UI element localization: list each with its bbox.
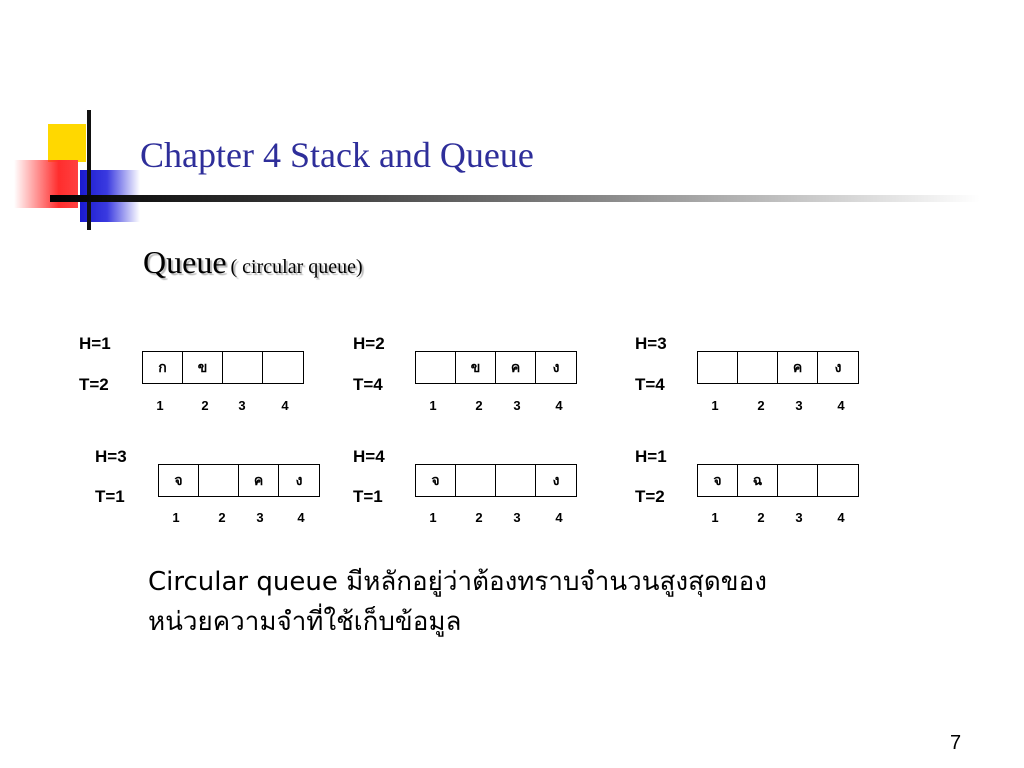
queue-2-cell-3: ค — [496, 352, 536, 383]
queue-4-index-2: 2 — [218, 510, 226, 525]
yellow-square-decoration — [48, 124, 86, 162]
queue-5-index-4: 4 — [555, 510, 563, 525]
subtitle-main: Queue — [143, 244, 227, 280]
queue-3-cell-1 — [698, 352, 738, 383]
queue-6-index-2: 2 — [757, 510, 765, 525]
queue-2-cell-1 — [416, 352, 456, 383]
queue-3-cell-3: ค — [778, 352, 818, 383]
subtitle-sub: ( circular queue) — [230, 256, 363, 278]
queue-3-tail-label: T=4 — [635, 375, 665, 394]
queue-5-cell-4: ง — [552, 472, 560, 489]
queue-2-index-2: 2 — [475, 398, 483, 413]
queue-4-index-4: 4 — [297, 510, 305, 525]
body-text — [148, 562, 948, 642]
queue-3-head-label: H=3 — [635, 334, 667, 353]
section-subtitle — [143, 244, 363, 281]
queue-1-head-label: H=1 — [79, 334, 111, 353]
queue-6-cell-1: จ — [698, 465, 738, 496]
queue-1-index-3: 3 — [238, 398, 246, 413]
queue-2-head-label: H=2 — [353, 334, 385, 353]
queue-3-index-2: 2 — [757, 398, 765, 413]
queue-2-index-4: 4 — [555, 398, 563, 413]
queue-3-index-3: 3 — [795, 398, 803, 413]
queue-5-cell-1: จ — [416, 465, 456, 496]
queue-2-array — [415, 351, 577, 384]
vertical-rule-decoration — [87, 110, 91, 230]
queue-5-index-3: 3 — [513, 510, 521, 525]
queue-5-tail-label: T=1 — [353, 487, 383, 506]
queue-3-cell-4: ง — [834, 359, 842, 376]
queue-4-cell-3: ค — [239, 465, 279, 496]
queue-5-head-label: H=4 — [353, 447, 385, 466]
queue-1-array — [142, 351, 304, 384]
queue-4-tail-label: T=1 — [95, 487, 125, 506]
queue-1-index-2: 2 — [201, 398, 209, 413]
queue-2-tail-label: T=4 — [353, 375, 383, 394]
queue-1-tail-label: T=2 — [79, 375, 109, 394]
queue-1-cell-2: ข — [183, 352, 223, 383]
queue-4-head-label: H=3 — [95, 447, 127, 466]
queue-6-cell-4 — [818, 465, 858, 496]
queue-6-cell-2: ฉ — [738, 465, 778, 496]
page-title: Chapter 4 Stack and Queue — [140, 135, 534, 175]
queue-1-cell-4 — [263, 352, 303, 383]
body-line-1: Circular queue มีหลักอยู่ว่าต้องทราบจำนวนสูงสุดของ — [148, 567, 767, 597]
queue-3-array — [697, 351, 859, 384]
queue-3-index-4: 4 — [837, 398, 845, 413]
queue-6-head-label: H=1 — [635, 447, 667, 466]
queue-4-cell-2 — [199, 465, 239, 496]
queue-6-index-1: 1 — [711, 510, 719, 525]
queue-4-cell-1: จ — [159, 465, 199, 496]
queue-5-array — [415, 464, 577, 497]
queue-2-cell-4: ง — [552, 359, 560, 376]
queue-5-index-2: 2 — [475, 510, 483, 525]
queue-4-array — [158, 464, 320, 497]
queue-2-index-3: 3 — [513, 398, 521, 413]
queue-6-index-3: 3 — [795, 510, 803, 525]
queue-3-index-1: 1 — [711, 398, 719, 413]
page-number: 7 — [950, 732, 962, 754]
queue-6-cell-3 — [778, 465, 818, 496]
queue-1-cell-1: ก — [143, 352, 183, 383]
queue-6-tail-label: T=2 — [635, 487, 665, 506]
queue-1-index-1: 1 — [156, 398, 164, 413]
queue-2-cell-2: ข — [456, 352, 496, 383]
queue-3-cell-2 — [738, 352, 778, 383]
queue-5-cell-2 — [456, 465, 496, 496]
queue-4-index-3: 3 — [256, 510, 264, 525]
queue-2-index-1: 1 — [429, 398, 437, 413]
queue-4-cell-4: ง — [295, 472, 303, 489]
queue-6-index-4: 4 — [837, 510, 845, 525]
queue-5-cell-3 — [496, 465, 536, 496]
title-underline-rule — [50, 195, 980, 202]
queue-5-index-1: 1 — [429, 510, 437, 525]
queue-1-index-4: 4 — [281, 398, 289, 413]
body-line-2: หน่วยความจำที่ใช้เก็บข้อมูล — [148, 607, 462, 637]
queue-1-cell-3 — [223, 352, 263, 383]
queue-4-index-1: 1 — [172, 510, 180, 525]
queue-6-array — [697, 464, 859, 497]
